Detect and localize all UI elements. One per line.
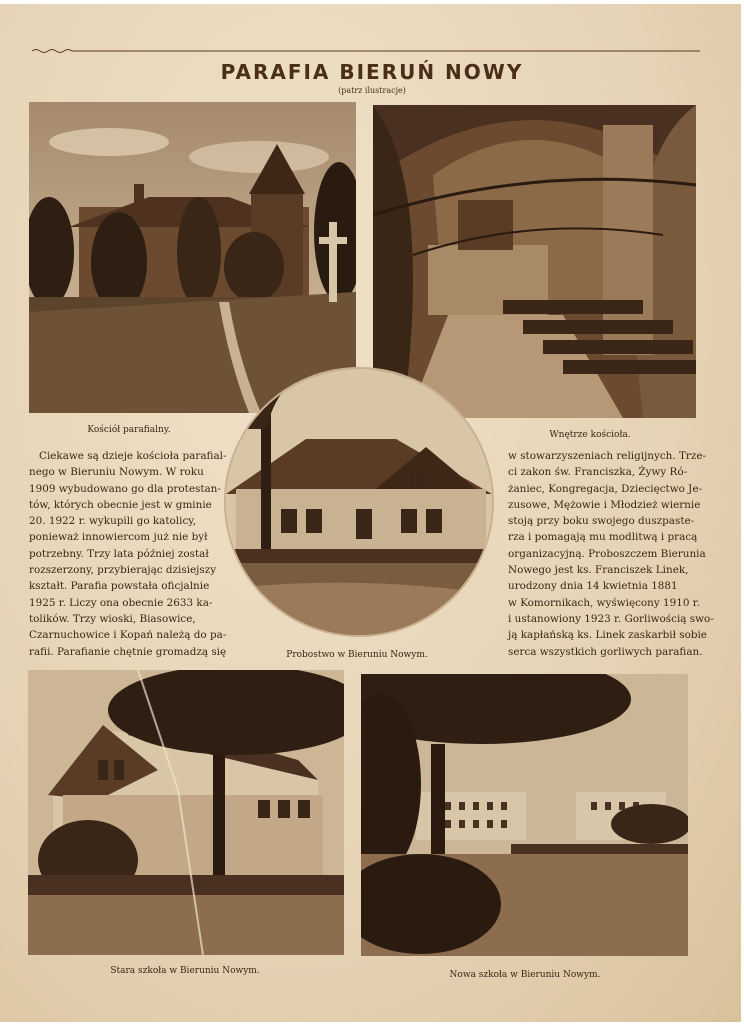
text-line: stoją przy boku swojego duszpaste- [508, 515, 695, 528]
text-line: rza i pomagają mu modlitwą i pracą [508, 531, 698, 544]
interior-caption: Wnętrze kościoła. [549, 430, 631, 440]
text-line: Ciekawe są dzieje kościoła parafial- [39, 450, 227, 462]
text-line: zusowe, Mężowie i Młodzież wiernie [508, 498, 701, 511]
text-line: 20. 1922 r. wykupili go katolicy, [29, 515, 197, 528]
page-title: PARAFIA BIERUŃ NOWY [220, 60, 524, 84]
old-school-photo [28, 670, 344, 955]
text-line: w stowarzyszeniach religijnych. Trze- [508, 450, 707, 462]
text-line: w Komornikach, wyświęcony 1910 r. [508, 596, 700, 609]
old-school-caption: Stara szkoła w Bieruniu Nowym. [110, 966, 260, 976]
text-line: tolików. Trzy wioski, Biasowice, [29, 612, 196, 625]
text-line: żaniec, Kongregacja, Dziecięctwo Je- [508, 482, 702, 495]
text-line: nego w Bieruniu Nowym. W roku [29, 466, 204, 479]
article-right-column [508, 448, 714, 660]
text-line: tów, których obecnie jest w gminie [29, 498, 212, 511]
rectory-photo [224, 367, 494, 637]
text-line: Nowego jest ks. Franciszek Linek, [508, 564, 689, 577]
text-line: Czarnuchowice i Kopań należą do pa- [29, 629, 227, 642]
text-line: i ustanowiony 1923 r. Gorliwością swo- [508, 612, 714, 625]
text-line: kształt. Parafia powstała oficjalnie [29, 580, 210, 593]
text-line: ponieważ innowiercom już nie był [29, 531, 208, 544]
text-line: serca wszystkich gorliwych parafian. [508, 645, 703, 658]
text-line: potrzebny. Trzy lata później został [29, 547, 209, 560]
text-line: 1925 r. Liczy ona obecnie 2633 ka- [29, 596, 213, 609]
text-line: ją kapłańską ks. Linek zaskarbił sobie [508, 629, 707, 642]
text-line: rafii. Parafianie chętnie gromadzą się [29, 645, 227, 658]
text-line: ci zakon św. Franciszka, Żywy Ró- [508, 466, 688, 479]
rectory-caption: Probostwo w Bieruniu Nowym. [286, 650, 428, 660]
title-rule [32, 48, 700, 54]
article-left-column [29, 448, 227, 660]
text-line: urodzony dnia 14 kwietnia 1881 [508, 580, 678, 593]
page-subtitle: (patrz ilustracje) [338, 86, 406, 95]
church-caption: Kościół parafialny. [87, 425, 171, 435]
text-line: organizacyjną. Proboszczem Bierunia [508, 547, 706, 560]
new-school-photo [361, 674, 688, 956]
church-interior-photo [373, 105, 696, 418]
text-line: 1909 wybudowano go dla protestan- [29, 482, 221, 495]
new-school-caption: Nowa szkoła w Bieruniu Nowym. [449, 970, 601, 980]
church-photo [29, 102, 356, 413]
magazine-page [0, 4, 741, 1022]
text-line: rozszerzony, przybierając dzisiejszy [29, 564, 217, 577]
